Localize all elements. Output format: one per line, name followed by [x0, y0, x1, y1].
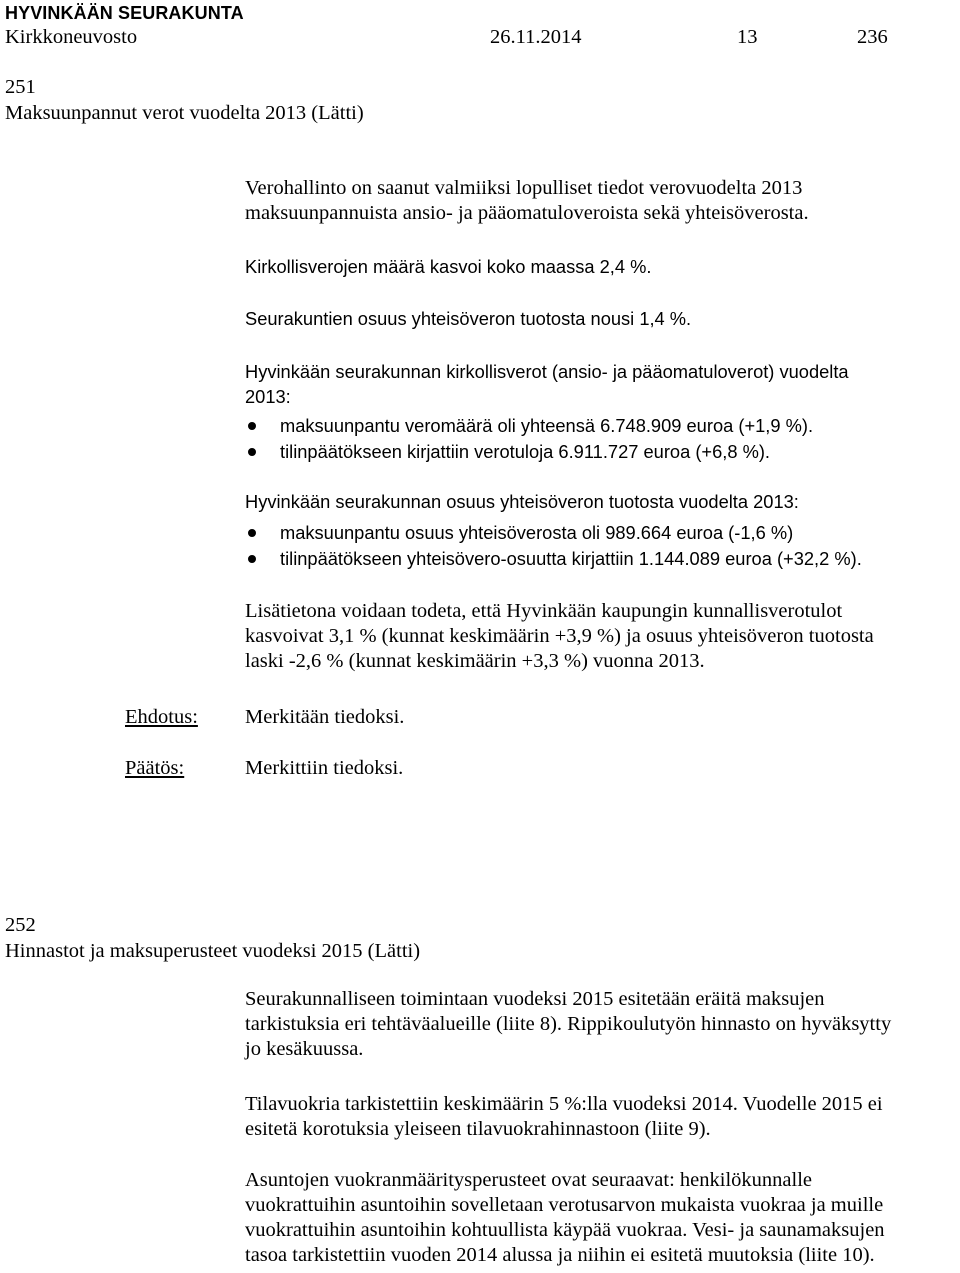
decision-text: Merkittiin tiedoksi. [245, 757, 404, 779]
list-item: tilinpäätökseen kirjattiin verotuloja 6.911.727 euroa (+6,8 %). [245, 439, 945, 465]
bullet-icon [248, 529, 256, 537]
extra-info-paragraph [245, 599, 945, 674]
proposal-label: Ehdotus: [125, 706, 198, 728]
paragraph-line: laski -2,6 % (kunnat keskimäärin +3,3 %) vuonna 2013. [245, 650, 705, 672]
rent-paragraph [245, 1092, 945, 1142]
paragraph-line: 2013: [245, 386, 291, 407]
list-item: maksuunpantu osuus yhteisöverosta oli 989.664 euroa (-1,6 %) [245, 520, 945, 546]
paragraph-line: vuokrattuihin asuntoihin kohtuullista käypää vuokraa. Vesi- ja saunamaksujen [245, 1219, 885, 1241]
proposal-text: Merkitään tiedoksi. [245, 706, 405, 728]
paragraph-line: Seurakunnalliseen toimintaan vuodeksi 2015 esitetään eräitä maksujen [245, 988, 825, 1010]
pricing-paragraph [245, 987, 945, 1062]
paragraph-line: Asuntojen vuokranmääritysperusteet ovat seuraavat: henkilökunnalle [245, 1169, 812, 1191]
paragraph-line: esitetä korotuksia yleiseen tilavuokrahinnastoon (liite 9). [245, 1118, 711, 1140]
corp-bullet-list [245, 520, 945, 572]
bullet-icon [248, 422, 256, 430]
meeting-body: Kirkkoneuvosto [5, 26, 138, 48]
section-title: Maksuunpannut verot vuodelta 2013 (Lätti) [5, 102, 364, 124]
section-number: 252 [5, 914, 36, 936]
bullet-icon [248, 448, 256, 456]
list-item: tilinpäätökseen yhteisövero-osuutta kirjattiin 1.144.089 euroa (+32,2 %). [245, 546, 945, 572]
paragraph-line: Verohallinto on saanut valmiiksi lopulliset tiedot verovuodelta 2013 [245, 177, 803, 199]
page-number: 13 [737, 26, 758, 48]
tax-bullet-list [245, 413, 945, 465]
paragraph-line: vuokrattuihin asuntoihin sovelletaan verotusarvon mukaista vuokraa ja muille [245, 1194, 884, 1216]
section-title: Hinnastot ja maksuperusteet vuodeksi 2015 (Lätti) [5, 940, 421, 962]
fact-paragraph: Kirkollisverojen määrä kasvoi koko maassa 2,4 %. [245, 256, 652, 277]
paragraph-line: tarkistuksia eri tehtäväalueille (liite 8). Rippikoulutyön hinnasto on hyväksytty [245, 1013, 892, 1035]
paragraph-line: Lisätietona voidaan todeta, että Hyvinkään kaupungin kunnallisverotulot [245, 600, 843, 622]
intro-paragraph [245, 176, 945, 226]
list-item: maksuunpantu veromäärä oli yhteensä 6.748.909 euroa (+1,9 %). [245, 413, 945, 439]
paragraph-line: Tilavuokria tarkistettiin keskimäärin 5 %:lla vuodeksi 2014. Vuodelle 2015 ei [245, 1093, 883, 1115]
paragraph-line: kasvoivat 3,1 % (kunnat keskimäärin +3,9 %) ja osuus yhteisöveron tuotosta [245, 625, 874, 647]
page-header [0, 25, 960, 49]
meeting-date: 26.11.2014 [490, 26, 582, 48]
paragraph-line: Hyvinkään seurakunnan kirkollisverot (ansio- ja pääomatuloverot) vuodelta [245, 361, 849, 382]
section-number: 251 [5, 76, 36, 98]
decision-label: Päätös: [125, 757, 185, 779]
corp-heading: Hyvinkään seurakunnan osuus yhteisöveron tuotosta vuodelta 2013: [245, 491, 799, 512]
bullet-icon [248, 555, 256, 563]
paragraph-line: jo kesäkuussa. [245, 1038, 364, 1060]
paragraph-line: tasoa tarkistettiin vuoden 2014 alussa ja niihin ei esitetä muutoksia (liite 10). [245, 1244, 875, 1266]
minutes-page-number: 236 [857, 26, 888, 48]
organization-name: HYVINKÄÄN SEURAKUNTA [5, 3, 244, 23]
tax-heading [245, 359, 945, 409]
housing-paragraph [245, 1168, 945, 1268]
paragraph-line: maksuunpannuista ansio- ja pääomatuloveroista sekä yhteisöverosta. [245, 202, 809, 224]
fact-paragraph: Seurakuntien osuus yhteisöveron tuotosta nousi 1,4 %. [245, 308, 692, 329]
